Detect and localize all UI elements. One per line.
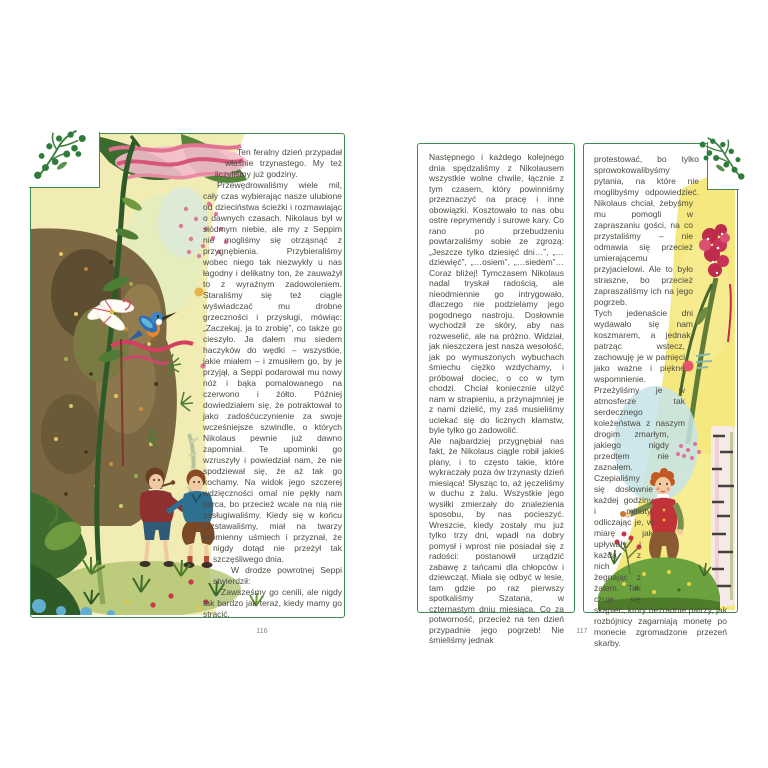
page-number-left: 116: [256, 628, 268, 635]
page-number-right: 117: [576, 628, 588, 635]
paragraph: – Zawsześmy go cenili, ale nigdy tak bardzo jak teraz, kiedy mamy go stracić.: [203, 587, 342, 619]
corner-notch: [707, 142, 739, 190]
paragraph: W drodze powrotnej Seppi stwierdził:: [213, 565, 342, 586]
paragraph: protestować, bo tylko sprowokowalibyśmy pytania, na które nie moglibyśmy odpowiedzieć. Nikolaus chciał, żebyśmy mu pomogli w zapraszaniu gości, na co przystaliśmy – nie odmawia się przecież umierającemu przyjacielowi. Ale to było straszne, bo przecież zapraszaliśmy ich na jego pogrzeb.: [594, 154, 699, 307]
paragraph: Ale najbardziej przygnębiał nas fakt, że Nikolaus ciągle robił jakieś plany, i to często takie, które wykraczały poza ów trzynasty dzień miesiąca! Słysząc to, aż jęczeliśmy w duchu z żalu. Wszystkie jego wysiłki zmierzały do znalezienia sposobu, by nas pocieszyć. Wreszcie, kiedy zostały mu już tylko trzy dni, wpadł na dobry pomysł i wprost nie posiadał się z radości: postanowił urządzić zabawę z tańcami dla chłopców i dziewcząt. Miała się odbyć w lesie, tam gdzie po raz pierwszy spotkaliśmy Szatana, w czternastym dniu miesiąca. Co za potworność, przecież na ten dzień przypadnie jego pogrzeb! Nie śmieliśmy jednak: [429, 435, 564, 645]
column-1-text: [429, 152, 564, 646]
right-page-column-2: [583, 143, 738, 648]
left-page-text: [203, 147, 342, 620]
paragraph: Przewędrowaliśmy wiele mil, cały czas wybierając nasze ulubione od dzieciństwa ścieżki i rozmawiając o dawnych czasach. Nikolaus był w siódmym niebie, ale my z Seppim nie mogliśmy się otrząsnąć z przygnębienia. Przybieraliśmy wobec niego tak niezwykły u nas łagodny i delikatny ton, że zauważył to z wyraźnym zadowoleniem. Staraliśmy się też ciągle wyświadczać mu drobne grzeczności i przysługi, mówiąc: „Zaczekaj, ja to zrobię”, co także go cieszyło. Ja dałem mu siedem haczyków do wędki – wszystkie, jakie miałem – i zmusiłem go, by je przyjął, a Seppi podarował mu nowy nóż i bąka pomalowanego na czerwono i żółto. Później dowiedziałem się, że potraktował to jako zadośćuczynienie za swoje wcześniejsze szwindle, o których Nikolaus pewnie już dawno zapomniał. Te upominki go wzruszyły i powiedział nam, że nie spodziewał się, że aż tak go kochamy. Na widok jego szczerej wdzięczności omal nie pękły nam serca, bo przecież wcale na nią nie zasługiwaliśmy. Kiedy się w końcu rozstawaliśmy, miał na twarzy promienny uśmiech i przyznał, że nigdy dotąd nie przeżył tak szczęśliwego dnia.: [203, 180, 342, 564]
corner-notch: [29, 132, 100, 188]
paragraph: Następnego i każdego kolejnego dnia spędzaliśmy z Nikolausem wszystkie wolne chwile, łącznie z tym czasem, który powinniśmy przeznaczyć na pracę i inne obowiązki. Kosztowało to nas obu ostre reprymendy i surowe kary. Co rano po przebudzeniu powtarzaliśmy sobie ze zgrozą: „Jeszcze tylko dziesięć dni…”, „…dziewięć”, „…osiem”, „…siedem”… Coraz bliżej! Tymczasem Nikolaus nadal tryskał radością, ale nieodmiennie go intrygowało, dlaczego nie podzielamy jego pogodnego nastroju. Dosłownie wychodził ze skóry, aby nas rozweselić, ale na próżno. Widział, jak nieszczera jest nasza wesołość, jak po wymuszonych wybuchach śmiechu ciężko wzdychamy, i próbował dociec, o co w tym chodzi. Chciał koniecznie ulżyć nam w strapieniu, a przynajmniej je z nami dzielić, my zaś musieliśmy uciekać się do licznych kłamstw, byle tylko go zadowolić.: [429, 152, 564, 435]
berry-sprig-ornament-icon: [696, 131, 748, 185]
berry-sprig-ornament-icon: [30, 125, 90, 183]
paragraph: Ten feralny dzień przypadał właśnie trzynastego. My też liczyliśmy już godziny.: [215, 147, 342, 179]
paragraph: Tych jedenaście dni wydawało się nam koszmarem, a jednak, patrząc wstecz, zachowuję je w pamięci jako ważne i piękne wspomnienie. Przeżyliśmy je w atmosferze tak serdecznego koleżeństwa z naszym drogim zmarłym, jakiego nigdy przedtem nie zaznałem. Czepialiśmy się dosłownie każdej godziny i minuty, odliczając je, w miarę jak upływały, i każdą z nich żegnając z żalem. Tak czuje się skąpiec, który bezradnie patrzy, jak rozbójnicy zagarniają monetę po monecie zgromadzone przezeń skarby.: [594, 308, 727, 648]
column-2-text: [594, 154, 727, 649]
right-page-column-1: [417, 143, 575, 645]
left-page: [30, 133, 345, 618]
